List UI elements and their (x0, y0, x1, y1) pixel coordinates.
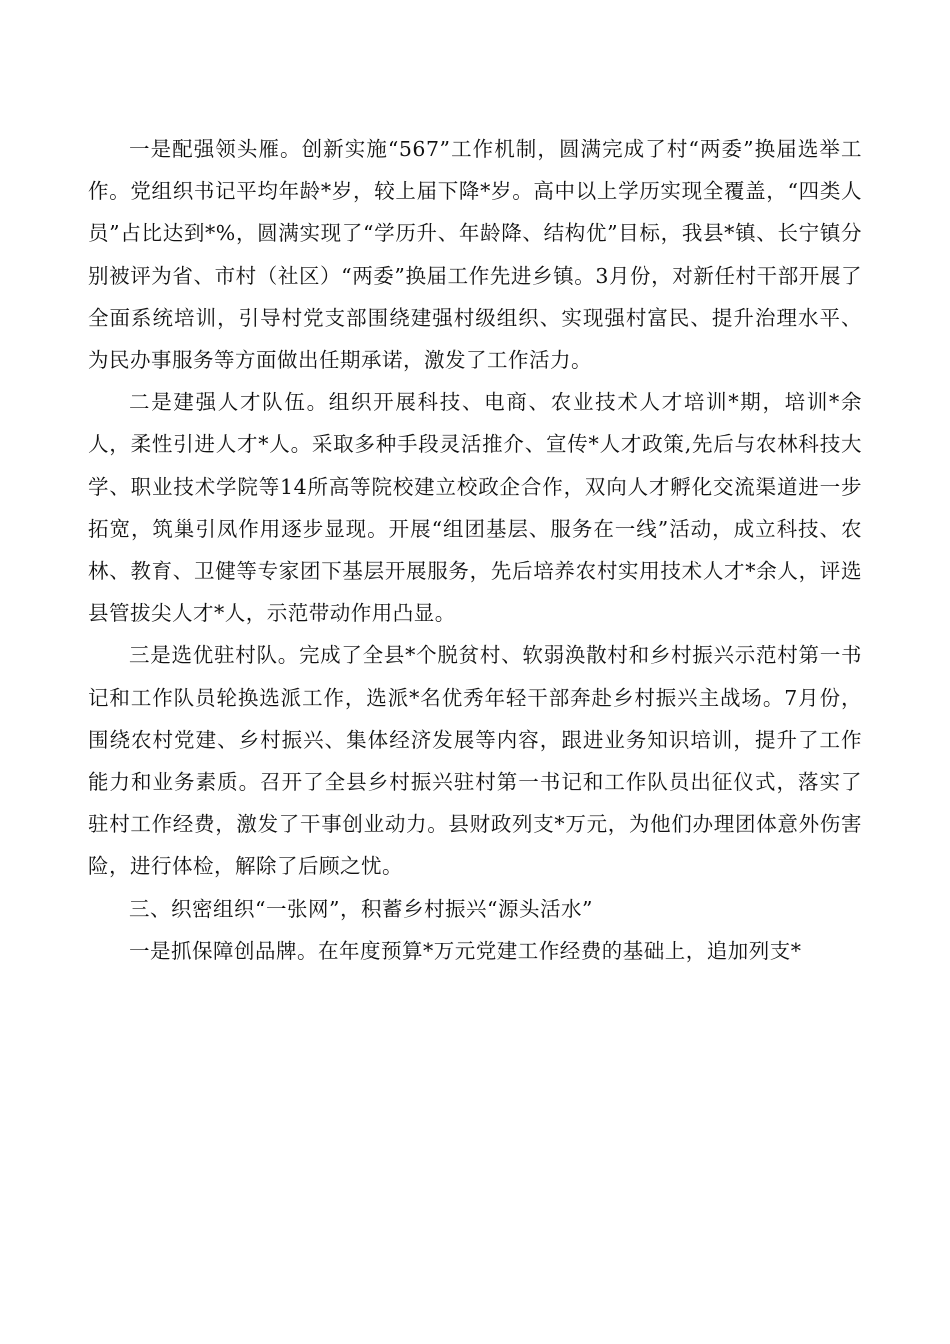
section-heading: 三、织密组织“一张网”，积蓄乡村振兴“源头活水” (129, 896, 593, 921)
paragraph-strengthen-leaders: 一是配强领头雁。创新实施“567”工作机制，圆满完成了村“两委”换届选举工作。党组织书记平均年龄*岁，较上届下降*岁。高中以上学历实现全覆盖，“四类人员”占比达到*%，圆满实现了“学历升、年龄降、结构优”目标，我县*镇、长宁镇分别被评为省、市村（社区）“两委”换届工作先进乡镇。3月份，对新任村干部开展了全面系统培训，引导村党支部围绕建强村级组织、实现强村富民、提升治理水平、为民办事服务等方面做出任期承诺，激发了工作活力。 (88, 137, 862, 373)
paragraph-guarantee-brand: 一是抓保障创品牌。在年度预算*万元党建工作经费的基础上，追加列支* (129, 938, 802, 963)
paragraph-village-team: 三是选优驻村队。完成了全县*个脱贫村、软弱涣散村和乡村振兴示范村第一书记和工作队员轮换选派工作，选派*名优秀年轻干部奔赴乡村振兴主战场。7月份，围绕农村党建、乡村振兴、集体经济发展等内容，跟进业务知识培训，提升了工作能力和业务素质。召开了全县乡村振兴驻村第一书记和工作队员出征仪式，落实了驻村工作经费，激发了干事创业动力。县财政列支*万元，为他们办理团体意外伤害险，进行体检，解除了后顾之忧。 (88, 643, 862, 879)
document-body (88, 128, 862, 972)
paragraph-talent-team: 二是建强人才队伍。组织开展科技、电商、农业技术人才培训*期，培训*余人，柔性引进人才*人。采取多种手段灵活推介、宣传*人才政策,先后与农林科技大学、职业技术学院等14所高等院校建立校政企合作，双向人才孵化交流渠道进一步拓宽，筑巢引凤作用逐步显现。开展“组团基层、服务在一线”活动，成立科技、农林、教育、卫健等专家团下基层开展服务，先后培养农村实用技术人才*余人，评选县管拔尖人才*人，示范带动作用凸显。 (88, 390, 862, 626)
